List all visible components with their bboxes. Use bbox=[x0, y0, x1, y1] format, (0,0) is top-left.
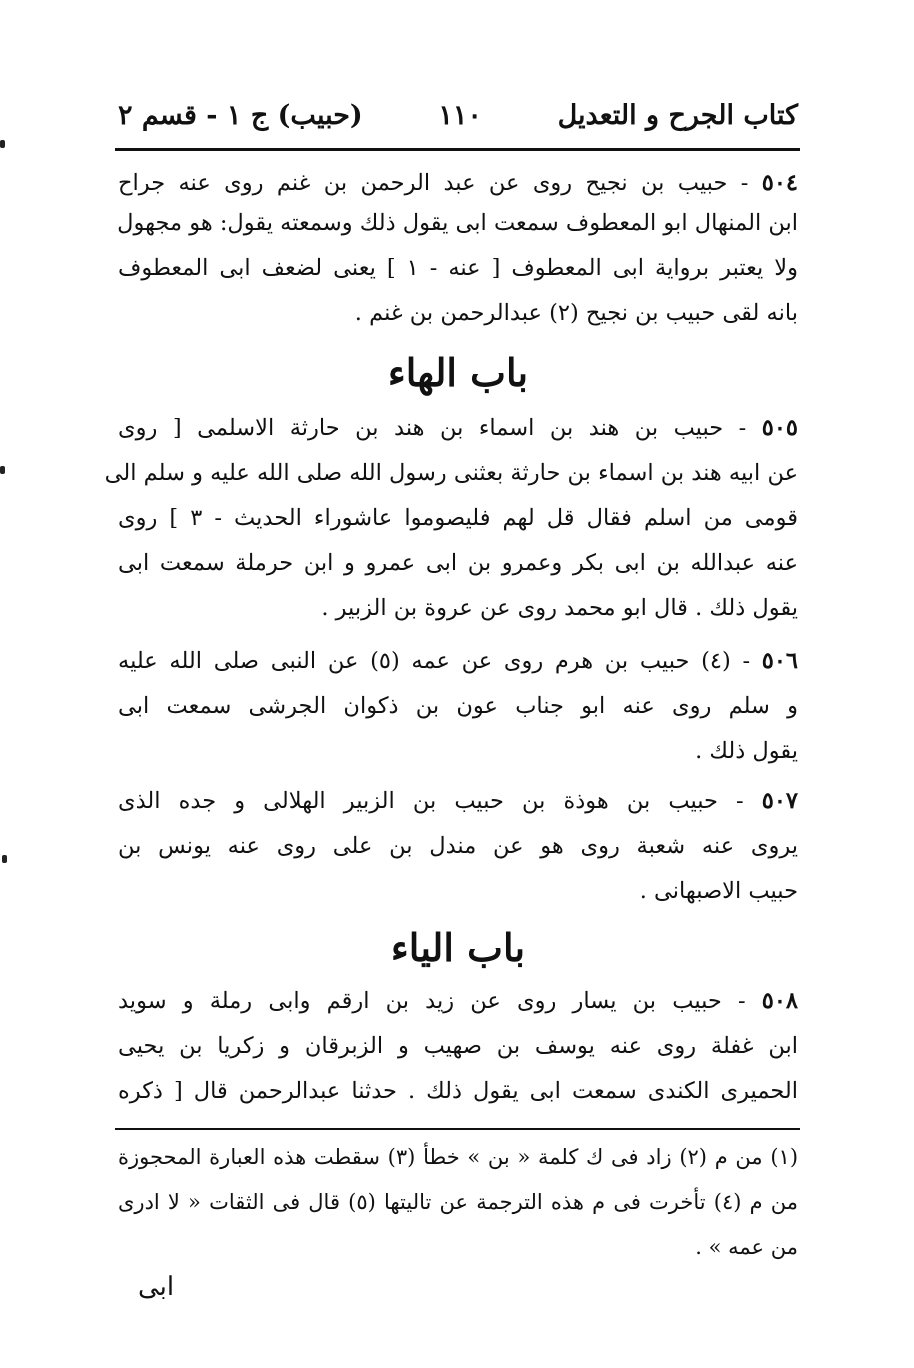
running-header bbox=[118, 92, 798, 138]
footnote-rule bbox=[115, 1128, 800, 1130]
page-number: ١١٠ bbox=[438, 99, 482, 131]
catchword: ابى bbox=[138, 1272, 175, 1302]
footnote-line-3: من عمه » . bbox=[695, 1235, 798, 1259]
entry-508-line-1: ٥٠٨ - حبيب بن يسار روى عن زيد بن ارقم وابى رملة و سويد bbox=[118, 988, 798, 1014]
entry-506-line-2: و سلم روى عنه ابو جناب عون بن ذكوان الجرشى سمعت ابى bbox=[118, 693, 798, 719]
header-rule bbox=[115, 148, 800, 151]
entry-number: ٥٠٦ bbox=[761, 648, 799, 674]
entry-505-line-2: عن ابيه هند بن اسماء بن حارثة بعثنى رسول الله صلى الله عليه و سلم الى bbox=[104, 460, 798, 486]
entry-number: ٥٠٨ bbox=[761, 988, 798, 1014]
section-heading-ha: باب الهاء bbox=[387, 350, 529, 395]
scan-edge-mark bbox=[2, 855, 7, 863]
entry-505-line-5: يقول ذلك . قال ابو محمد روى عن عروة بن الزبير . bbox=[321, 595, 798, 621]
entry-508-line-3: الحميرى الكندى سمعت ابى يقول ذلك . حدثنا عبدالرحمن قال [ ذكره bbox=[118, 1078, 798, 1104]
entry-505-line-4: عنه عبدالله بن ابى بكر وعمرو بن ابى عمرو و ابن حرملة سمعت ابى bbox=[118, 550, 798, 576]
entry-507-line-1: ٥٠٧ - حبيب بن هوذة بن حبيب بن الزبير الهلالى و جده الذى bbox=[118, 788, 798, 814]
entry-507-line-2: يروى عنه شعبة روى هو عن مندل بن على روى عنه يونس بن bbox=[118, 833, 798, 859]
footnote-line-2: من م (٤) تأخرت فى م هذه الترجمة عن تاليتها (٥) قال فى الثقات « لا ادرى bbox=[118, 1190, 798, 1214]
scan-edge-mark bbox=[0, 140, 5, 148]
entry-504-line-1: ٥٠٤ - حبيب بن نجيح روى عن عبد الرحمن بن غنم روى عنه جراح bbox=[118, 170, 798, 196]
entry-504-line-4: بانه لقى حبيب بن نجيح (٢) عبدالرحمن بن غنم . bbox=[354, 300, 798, 326]
entry-number: ٥٠٤ bbox=[761, 170, 798, 196]
entry-506-line-1: ٥٠٦ - (٤) حبيب بن هرم روى عن عمه (٥) عن النبى صلى الله عليه bbox=[118, 648, 799, 674]
entry-505-line-3: قومى من اسلم فقال قل لهم فليصوموا عاشوراء الحديث - ٣ ] روى bbox=[118, 505, 798, 531]
entry-505-line-1: ٥٠٥ - حبيب بن هند بن اسماء بن هند بن حارثة الاسلمى [ روى bbox=[118, 415, 798, 441]
footnote-line-1: (١) من م (٢) زاد فى ك كلمة « بن » خطأ (٣) سقطت هذه العبارة المحجوزة bbox=[118, 1145, 799, 1169]
scan-edge-mark bbox=[0, 466, 5, 474]
entry-506-line-3: يقول ذلك . bbox=[695, 738, 798, 764]
book-title: كتاب الجرح و التعديل bbox=[557, 99, 798, 131]
section-heading-ya: باب الياء bbox=[390, 925, 526, 970]
entry-508-line-2: ابن غفلة روى عنه يوسف بن صهيب و الزبرقان و زكريا بن يحيى bbox=[118, 1033, 798, 1059]
entry-number: ٥٠٧ bbox=[761, 788, 798, 814]
entry-number: ٥٠٥ bbox=[761, 415, 798, 441]
entry-504-line-2: ابن المنهال ابو المعطوف سمعت ابى يقول ذلك وسمعته يقول: هو مجهول bbox=[117, 210, 798, 236]
entry-507-line-3: حبيب الاصبهانى . bbox=[639, 878, 798, 904]
entry-504-line-3: ولا يعتبر برواية ابى المعطوف [ عنه - ١ ] يعنى لضعف ابى المعطوف bbox=[118, 255, 798, 281]
section-label: (حبيب) ج ١ - قسم ٢ bbox=[118, 99, 363, 131]
